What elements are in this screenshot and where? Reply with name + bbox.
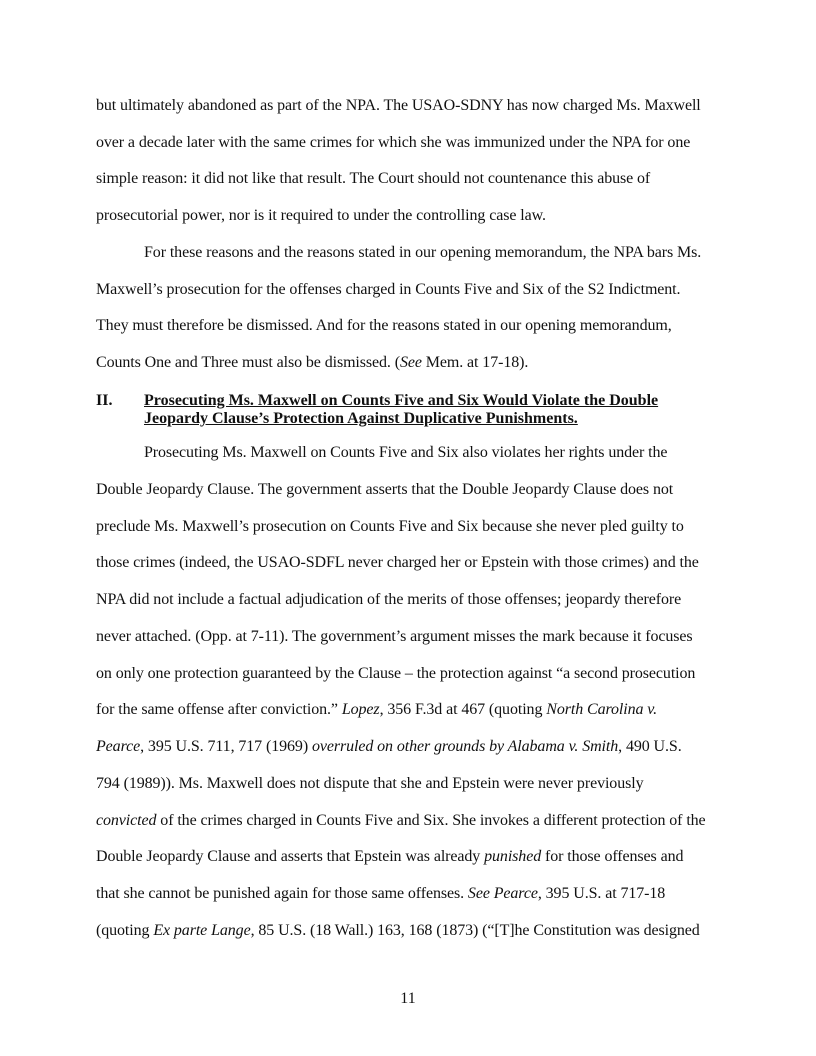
text-run: for the same offense after conviction.” (96, 701, 342, 718)
case-name: Pearce (96, 738, 141, 755)
text-run: (quoting (96, 922, 154, 939)
body-text-line (96, 847, 683, 867)
body-text-line (96, 700, 657, 720)
case-name: Ex parte Lange (153, 922, 251, 939)
text-run: of the crimes charged in Counts Five and Six. She invokes a different protection of the (156, 812, 706, 829)
body-text-line (96, 811, 706, 831)
case-name: North Carolina v. (546, 701, 658, 718)
body-text-line: Maxwell’s prosecution for the offenses charged in Counts Five and Six of the S2 Indictment. (96, 281, 681, 298)
body-text-line (96, 884, 665, 904)
signal-citation: See Pearce (467, 885, 538, 902)
emphasis: punished (484, 848, 542, 865)
body-text-line: Prosecuting Ms. Maxwell on Counts Five and Six also violates her rights under the (144, 444, 668, 461)
section-number: II. (96, 392, 113, 409)
section-heading-line: Prosecuting Ms. Maxwell on Counts Five and Six Would Violate the Double (144, 392, 659, 409)
signal-citation: See (399, 354, 422, 371)
text-run: Double Jeopardy Clause and asserts that Epstein was already (96, 848, 485, 865)
emphasis: convicted (96, 812, 157, 829)
body-text-line: over a decade later with the same crimes for which she was immunized under the NPA for one (96, 134, 691, 151)
case-name: Lopez (341, 701, 380, 718)
body-text-line (96, 737, 682, 757)
text-run: Mem. at 17-18). (421, 354, 529, 371)
text-run: , 395 U.S. at 717-18 (537, 885, 666, 902)
body-text-line: preclude Ms. Maxwell’s prosecution on Counts Five and Six because she never pled guilty to (96, 518, 684, 535)
body-text-line: prosecutorial power, nor is it required to under the controlling case law. (96, 207, 546, 224)
case-history: overruled on other grounds by Alabama v. Smith (311, 738, 619, 755)
body-text-line: Double Jeopardy Clause. The government asserts that the Double Jeopardy Clause does not (96, 481, 674, 498)
text-run: , 490 U.S. (618, 738, 682, 755)
body-text-line: those crimes (indeed, the USAO-SDFL never charged her or Epstein with those crimes) and the (96, 554, 699, 571)
body-text-line (96, 353, 528, 373)
text-run: Counts One and Three must also be dismissed. ( (96, 354, 400, 371)
text-run: , 395 U.S. 711, 717 (1969) (140, 738, 312, 755)
body-text-line: never attached. (Opp. at 7-11). The government’s argument misses the mark because it focuses (96, 628, 693, 645)
body-text-line (96, 921, 700, 941)
body-text-line: For these reasons and the reasons stated in our opening memorandum, the NPA bars Ms. (144, 244, 702, 261)
text-run: , 85 U.S. (18 Wall.) 163, 168 (1873) (“[T]he Constitution was designed (250, 922, 700, 939)
body-text-line: simple reason: it did not like that result. The Court should not countenance this abuse of (96, 170, 651, 187)
text-run: that she cannot be punished again for those same offenses. (96, 885, 468, 902)
page-number: 11 (400, 990, 416, 1007)
text-run: , 356 F.3d at 467 (quoting (379, 701, 547, 718)
body-text-line: NPA did not include a factual adjudication of the merits of those offenses; jeopardy therefore (96, 591, 682, 608)
body-text-line: but ultimately abandoned as part of the NPA. The USAO-SDNY has now charged Ms. Maxwell (96, 97, 701, 114)
body-text-line: 794 (1989)). Ms. Maxwell does not dispute that she and Epstein were never previously (96, 775, 644, 792)
section-heading-line: Jeopardy Clause’s Protection Against Duplicative Punishments. (144, 410, 578, 427)
body-text-line: They must therefore be dismissed. And for the reasons stated in our opening memorandum, (96, 317, 672, 334)
text-run: for those offenses and (541, 848, 684, 865)
body-text-line: on only one protection guaranteed by the Clause – the protection against “a second prosecution (96, 665, 696, 682)
